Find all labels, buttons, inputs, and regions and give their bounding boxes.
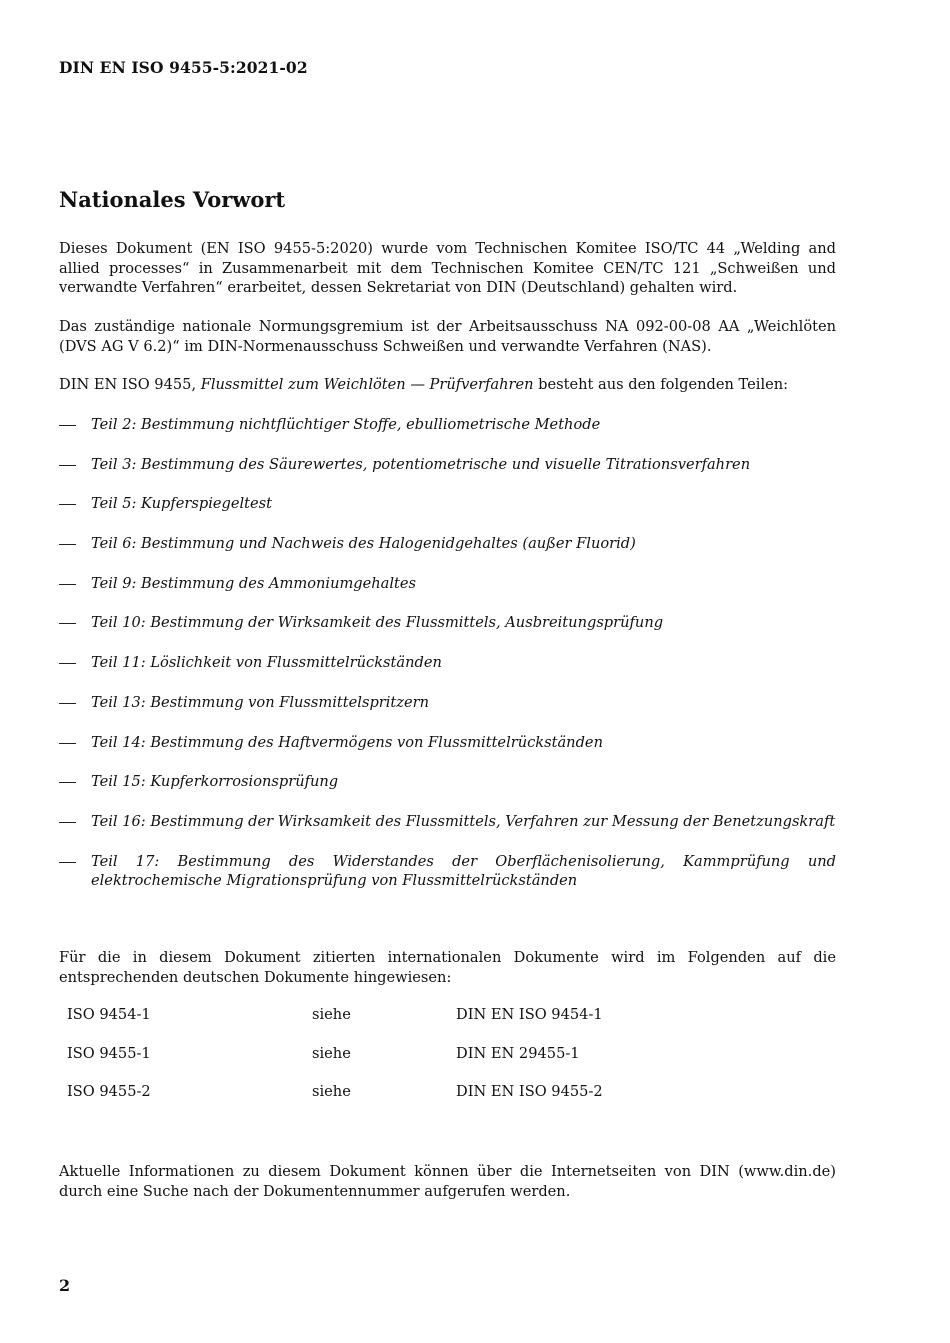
table-row xyxy=(67,1082,756,1121)
reference-relation: siehe xyxy=(312,1083,351,1100)
table-row xyxy=(67,1005,756,1044)
list-item xyxy=(59,415,836,435)
reference-international: ISO 9455-2 xyxy=(67,1083,151,1100)
list-item-text: Teil 15: Kupferkorrosionsprüfung xyxy=(91,773,339,791)
dash-bullet xyxy=(59,743,76,744)
list-item xyxy=(59,733,836,753)
paragraph-national-body: Das zuständige nationale Normungsgremium ist der Arbeitsausschuss NA 092-00-08 AA „Weichlöten (DVS AG V 6.2)“ im DIN-Normenausschuss Schweißen und verwandte Verfahren (NAS). xyxy=(59,318,836,355)
list-item xyxy=(59,574,836,594)
dash-bullet xyxy=(59,623,76,624)
references-table xyxy=(67,1005,756,1121)
dash-bullet xyxy=(59,425,76,426)
dash-bullet xyxy=(59,465,76,466)
dash-bullet xyxy=(59,862,76,863)
list-item-text: Teil 17: Bestimmung des Widerstandes der Oberflächenisolierung, Kammprüfung und elektrochemische Migrationsprüfung von Flussmittelrückständen xyxy=(91,852,836,890)
list-item-text: Teil 9: Bestimmung des Ammoniumgehaltes xyxy=(91,574,417,592)
reference-german: DIN EN ISO 9454-1 xyxy=(456,1006,603,1023)
list-item xyxy=(59,693,836,713)
dash-bullet xyxy=(59,544,76,545)
reference-international: ISO 9455-1 xyxy=(67,1044,151,1062)
paragraph-references-intro: Für die in diesem Dokument zitierten internationalen Dokumente wird im Folgenden auf die entsprechenden deutschen Dokumente hingewiesen: xyxy=(59,949,836,986)
reference-relation: siehe xyxy=(312,1006,351,1023)
paragraph-online-info: Aktuelle Informationen zu diesem Dokument können über die Internetseiten von DIN (www.din.de) durch eine Suche nach der Dokumentennummer aufgerufen werden. xyxy=(59,1163,836,1200)
dash-bullet xyxy=(59,663,76,664)
document-id-header: DIN EN ISO 9455-5:2021-02 xyxy=(59,58,308,77)
list-item xyxy=(59,494,836,514)
reference-relation: siehe xyxy=(312,1044,351,1062)
page-number: 2 xyxy=(59,1276,71,1295)
dash-bullet xyxy=(59,584,76,585)
list-item xyxy=(59,852,836,891)
list-item xyxy=(59,772,836,792)
list-item-text: Teil 3: Bestimmung des Säurewertes, potentiometrische und visuelle Titrationsverfahren xyxy=(91,455,751,473)
list-item xyxy=(59,534,836,554)
list-item-text: Teil 11: Löslichkeit von Flussmittelrückständen xyxy=(91,654,442,672)
reference-german: DIN EN 29455-1 xyxy=(456,1044,580,1062)
list-item-text: Teil 2: Bestimmung nichtflüchtiger Stoffe, ebulliometrische Methode xyxy=(91,416,601,433)
list-item-text: Teil 6: Bestimmung und Nachweis des Halogenidgehaltes (außer Fluorid) xyxy=(91,535,636,553)
list-item-text: Teil 5: Kupferspiegeltest xyxy=(91,495,273,513)
dash-bullet xyxy=(59,703,76,704)
dash-bullet xyxy=(59,782,76,783)
parts-intro-title: Flussmittel zum Weichlöten — Prüfverfahren xyxy=(200,376,534,393)
reference-international: ISO 9454-1 xyxy=(67,1006,151,1023)
section-title: Nationales Vorwort xyxy=(59,187,286,212)
list-item xyxy=(59,613,836,633)
list-item xyxy=(59,455,836,475)
parts-list xyxy=(59,415,836,911)
parts-intro-suffix: besteht aus den folgenden Teilen: xyxy=(533,376,789,393)
parts-intro-prefix: DIN EN ISO 9455, xyxy=(59,376,201,393)
paragraph-committee: Dieses Dokument (EN ISO 9455-5:2020) wurde vom Technischen Komitee ISO/TC 44 „Welding and allied processes“ in Zusammenarbeit mit dem Technischen Komitee CEN/TC 121 „Schweißen und verwandte Verfahren“ erarbeitet, dessen Sekretariat von DIN (Deutschland) gehalten wird. xyxy=(59,240,836,297)
list-item-text: Teil 10: Bestimmung der Wirksamkeit des Flussmittels, Ausbreitungsprüfung xyxy=(91,614,664,632)
list-item-text: Teil 14: Bestimmung des Haftvermögens von Flussmittelrückständen xyxy=(91,733,603,751)
reference-german: DIN EN ISO 9455-2 xyxy=(456,1083,603,1100)
list-item-text: Teil 16: Bestimmung der Wirksamkeit des Flussmittels, Verfahren zur Messung der Benetzungskraft xyxy=(91,812,836,830)
dash-bullet xyxy=(59,822,76,823)
dash-bullet xyxy=(59,504,76,505)
paragraph-parts-intro xyxy=(59,375,836,395)
table-row xyxy=(67,1044,756,1083)
list-item-text: Teil 13: Bestimmung von Flussmittelspritzern xyxy=(91,693,429,711)
list-item xyxy=(59,812,836,832)
list-item xyxy=(59,653,836,673)
